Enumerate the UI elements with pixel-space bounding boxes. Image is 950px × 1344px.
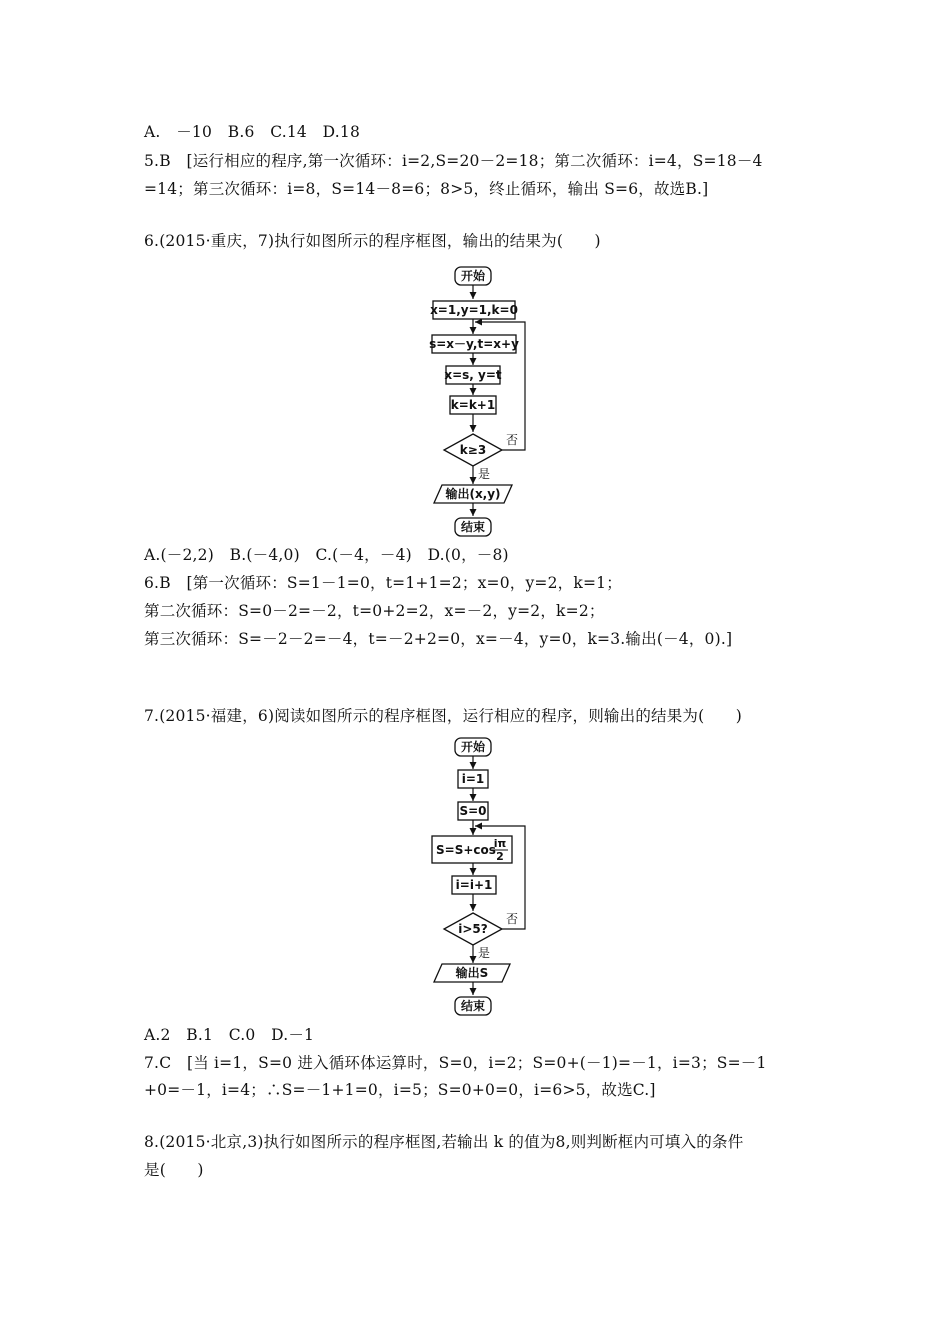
flow-no-label: 否 [506, 433, 519, 447]
q6-stem: 6.(2015·重庆，7)执行如图所示的程序框图，输出的结果为( ) [144, 232, 601, 250]
flow-output-label: 输出(x,y) [445, 487, 501, 501]
flow-step2-label: i=i+1 [455, 878, 493, 892]
flow-frac-den: 2 [496, 850, 504, 863]
q5-answer-line2: =14；第三次循环：i=8，S=14－8=6；8>5，终止循环，输出 S=6，故选B.] [144, 180, 709, 198]
q8-stem-line2: 是( ) [144, 1161, 204, 1179]
flow-decision-label: k≥3 [459, 443, 487, 457]
flow-yes-label: 是 [478, 946, 491, 960]
q5-answer-line1: 5.B [运行相应的程序,第一次循环：i=2,S=20－2=18；第二次循环：i=4，S=18－4 [144, 152, 763, 170]
flow-init-s-label: S=0 [459, 804, 487, 818]
flow-no-label: 否 [506, 912, 519, 926]
q7-stem: 7.(2015·福建，6)阅读如图所示的程序框图，运行相应的程序，则输出的结果为( ) [144, 707, 743, 725]
flow-end-label: 结束 [460, 999, 486, 1013]
q8-stem-line1: 8.(2015·北京,3)执行如图所示的程序框图,若输出 k 的值为8,则判断框内可填入的条件 [144, 1133, 744, 1151]
flow-frac-num: iπ [493, 837, 507, 850]
q5-options: A. －10 B.6 C.14 D.18 [144, 123, 361, 141]
q6-flowchart [380, 262, 580, 542]
q6-answer-line2: 第二次循环：S=0－2=－2，t=0+2=2，x=－2，y=2，k=2； [144, 602, 605, 620]
q6-answer-line1: 6.B [第一次循环：S=1－1=0，t=1+1=2；x=0，y=2，k=1； [144, 574, 622, 592]
q6-answer-line3: 第三次循环：S=－2－2=－4，t=－2+2=0，x=－4，y=0，k=3.输出(－4，0).] [144, 630, 733, 648]
flow-init-label: x=1,y=1,k=0 [430, 303, 518, 317]
flow-end-label: 结束 [460, 520, 486, 534]
flow-start-label: 开始 [460, 269, 486, 283]
q7-options: A.2 B.1 C.0 D.－1 [144, 1026, 315, 1044]
q7-answer-line1: 7.C [当 i=1，S=0 进入循环体运算时，S=0，i=2；S=0+(－1)=－1，i=3；S=－1 [144, 1054, 767, 1072]
flow-step1-label: s=x－y,t=x+y [429, 337, 519, 351]
flow-step2-label: x=s, y=t [444, 368, 502, 382]
q7-answer-line2: +0=－1，i=4；∴S=－1+1=0，i=5；S=0+0=0，i=6>5，故选C.] [144, 1081, 656, 1099]
flow-start-label: 开始 [460, 740, 486, 754]
flow-init-i-label: i=1 [461, 772, 485, 786]
flow-yes-label: 是 [478, 467, 491, 481]
flow-output-label: 输出S [455, 966, 489, 980]
q7-flowchart [380, 733, 580, 1023]
flow-step1-label: S=S+cos [436, 843, 496, 857]
q6-options: A.(－2,2) B.(－4,0) C.(－4，－4) D.(0，－8) [144, 546, 509, 564]
flow-decision-label: i>5? [458, 922, 488, 936]
flow-step3-label: k=k+1 [450, 398, 496, 412]
